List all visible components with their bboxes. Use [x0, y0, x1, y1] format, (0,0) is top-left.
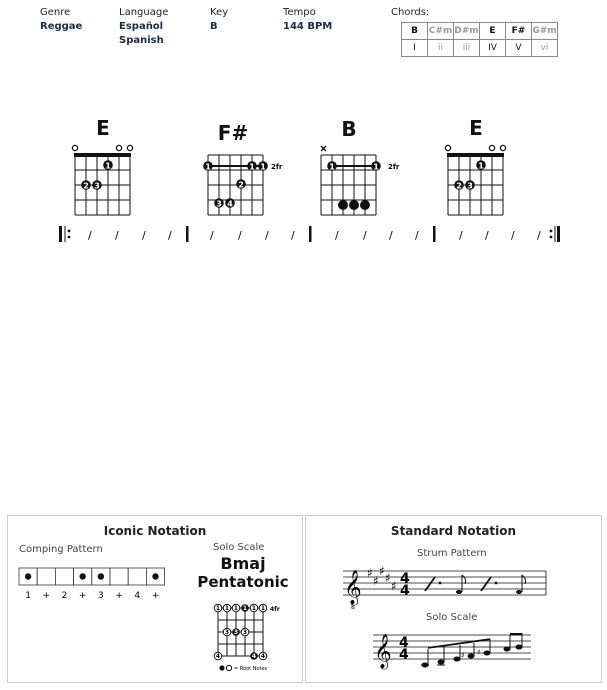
beat-label: 3 [98, 591, 104, 601]
scale-name-key: Bmaj [220, 554, 266, 573]
chord-cell[interactable]: D#m [454, 23, 480, 40]
iconic-notation-panel [7, 515, 303, 683]
chord-name-fsharp: F# [217, 121, 249, 145]
tempo-label: Tempo [283, 7, 316, 18]
strum-slash: / [511, 229, 515, 242]
strum-slash: / [210, 229, 214, 242]
svg-text:3: 3 [224, 629, 230, 636]
chord-table-names [402, 23, 558, 40]
svg-text:2: 2 [456, 181, 462, 191]
scale-fret-label: 4fr [270, 606, 280, 613]
numeral-cell: iii [454, 40, 480, 57]
strum-slash: / [363, 229, 367, 242]
numeral-cell: ii [428, 40, 454, 57]
svg-text:1: 1 [251, 605, 257, 612]
chord-cell[interactable]: F# [506, 23, 532, 40]
svg-text:3: 3 [94, 181, 100, 191]
beat-label: + [42, 591, 51, 601]
chord-cell[interactable]: E [480, 23, 506, 40]
svg-text:2: 2 [238, 180, 244, 190]
svg-text:1: 1 [329, 162, 335, 172]
barre [332, 165, 377, 167]
strum-slash: / [238, 229, 242, 242]
numeral-cell: vi [532, 40, 558, 57]
svg-text:1: 1 [105, 161, 111, 171]
svg-text:1: 1 [242, 605, 248, 612]
solo-scale-label: Solo Scale [213, 542, 265, 553]
svg-text:1: 1 [260, 605, 266, 612]
strum-bar [55, 222, 565, 246]
string-status-icon [72, 145, 132, 150]
svg-text:1: 1 [215, 605, 221, 612]
string-status-icon [445, 145, 505, 150]
svg-text:3: 3 [242, 629, 248, 636]
strum-slashes [88, 229, 541, 242]
svg-text:4: 4 [400, 583, 410, 599]
svg-text:1: 1 [478, 161, 484, 171]
comping-cell [55, 568, 73, 585]
strum-slash: / [485, 229, 489, 242]
strum-slash: / [265, 229, 269, 242]
beat-label: + [78, 591, 87, 601]
fret-position-label: 2fr [271, 163, 283, 171]
svg-text:2: 2 [83, 181, 89, 191]
comping-cell [37, 568, 55, 585]
treble-clef-icon: 𝄞 [344, 570, 362, 605]
svg-text:♯: ♯ [477, 648, 481, 657]
barline [186, 226, 436, 242]
svg-text:♯: ♯ [373, 574, 379, 588]
treble-clef-icon: 𝄞 [374, 634, 392, 669]
svg-text:1: 1 [224, 605, 230, 612]
svg-text:4: 4 [215, 653, 221, 660]
svg-text:4: 4 [399, 635, 409, 651]
solo-scale-staff [371, 623, 541, 677]
beat-label: 1 [25, 591, 31, 601]
panel-title: Iconic Notation [103, 524, 207, 538]
chord-cell[interactable]: B [402, 23, 428, 40]
comping-hit-dot [25, 573, 31, 579]
svg-text:3: 3 [233, 629, 239, 636]
chord-cell[interactable]: G#m [532, 23, 558, 40]
chord-diagram-e[interactable] [60, 138, 150, 220]
chord-table [401, 22, 558, 57]
repeat-end-icon [550, 226, 560, 242]
strum-slash: / [415, 229, 419, 242]
strum-slash: / [291, 229, 295, 242]
comping-pattern-label: Comping Pattern [19, 544, 103, 555]
panel-title: Standard Notation [390, 524, 517, 538]
svg-text:1: 1 [373, 162, 379, 172]
strum-slash: / [168, 229, 172, 242]
octave-marker: 8 [351, 604, 355, 611]
svg-text:3: 3 [216, 199, 222, 209]
comping-pattern [18, 566, 178, 604]
beat-label: + [151, 591, 160, 601]
genre-value: Reggae [40, 21, 83, 32]
chord-diagram-e-2[interactable] [433, 138, 523, 220]
scale-name [194, 554, 292, 592]
svg-text:4: 4 [260, 653, 266, 660]
repeat-start-icon [59, 226, 70, 242]
tempo-value: 144 BPM [283, 21, 333, 32]
standard-notation-panel [305, 515, 602, 683]
fret-position-label: 2fr [388, 163, 400, 171]
nut [447, 153, 504, 157]
language-value: Español [119, 21, 164, 32]
root-notes-label: = Root Notes [234, 666, 268, 672]
strum-pattern-staff [341, 561, 551, 611]
strum-slash: / [537, 229, 541, 242]
language-value-english: Spanish [119, 35, 164, 46]
svg-text:4: 4 [251, 653, 257, 660]
comping-cell [128, 568, 146, 585]
chords-label: Chords: [391, 7, 430, 18]
svg-text:♯: ♯ [379, 564, 385, 578]
svg-text:1: 1 [233, 605, 239, 612]
comping-cell [110, 568, 128, 585]
genre-label: Genre [40, 7, 71, 18]
beat-label: + [115, 591, 123, 601]
numeral-cell: I [402, 40, 428, 57]
nut [74, 153, 131, 157]
time-signature-icon [400, 571, 410, 599]
scale-notes [421, 633, 522, 667]
svg-text:1: 1 [249, 162, 255, 172]
numeral-cell: IV [480, 40, 506, 57]
svg-text:1: 1 [260, 162, 266, 172]
svg-text:♯: ♯ [385, 571, 391, 585]
language-label: Language [119, 7, 169, 18]
strum-slash: / [115, 229, 119, 242]
scale-diagram[interactable] [208, 598, 298, 680]
comping-hit-dot [98, 573, 104, 579]
strum-pattern-label: Strum Pattern [417, 548, 487, 559]
chord-diagram-fsharp[interactable] [193, 138, 293, 220]
svg-text:♯: ♯ [461, 651, 465, 660]
svg-text:4: 4 [227, 199, 233, 209]
key-label: Key [210, 7, 229, 18]
svg-text:3: 3 [467, 181, 473, 191]
svg-text:4: 4 [400, 571, 410, 587]
strum-slash: / [335, 229, 339, 242]
chord-name-e-2: E [469, 116, 483, 140]
svg-text:1: 1 [205, 162, 211, 172]
key-value: B [210, 21, 218, 32]
beat-label: 4 [134, 591, 141, 601]
strum-slash: / [459, 229, 463, 242]
svg-text:♯: ♯ [391, 579, 397, 593]
strum-slash: / [389, 229, 393, 242]
numeral-cell: V [506, 40, 532, 57]
comping-hit-dot [152, 573, 158, 579]
strum-slash: / [142, 229, 146, 242]
muted-string-icon [321, 146, 326, 151]
time-signature-icon [399, 635, 409, 663]
svg-text:♯: ♯ [367, 566, 373, 580]
comping-hit-dot [80, 573, 86, 579]
root-notes-legend [219, 665, 267, 672]
scale-name-type: Pentatonic [197, 573, 289, 591]
strum-slash: / [88, 229, 92, 242]
solo-scale-label: Solo Scale [426, 612, 478, 623]
svg-text:4: 4 [399, 647, 409, 663]
chord-cell[interactable]: C#m [428, 23, 454, 40]
chord-name-e: E [96, 116, 110, 140]
chord-name-b: B [341, 117, 357, 141]
chord-table-numerals [402, 40, 558, 57]
chord-diagram-b[interactable] [310, 138, 410, 220]
beat-label: 2 [61, 591, 68, 601]
